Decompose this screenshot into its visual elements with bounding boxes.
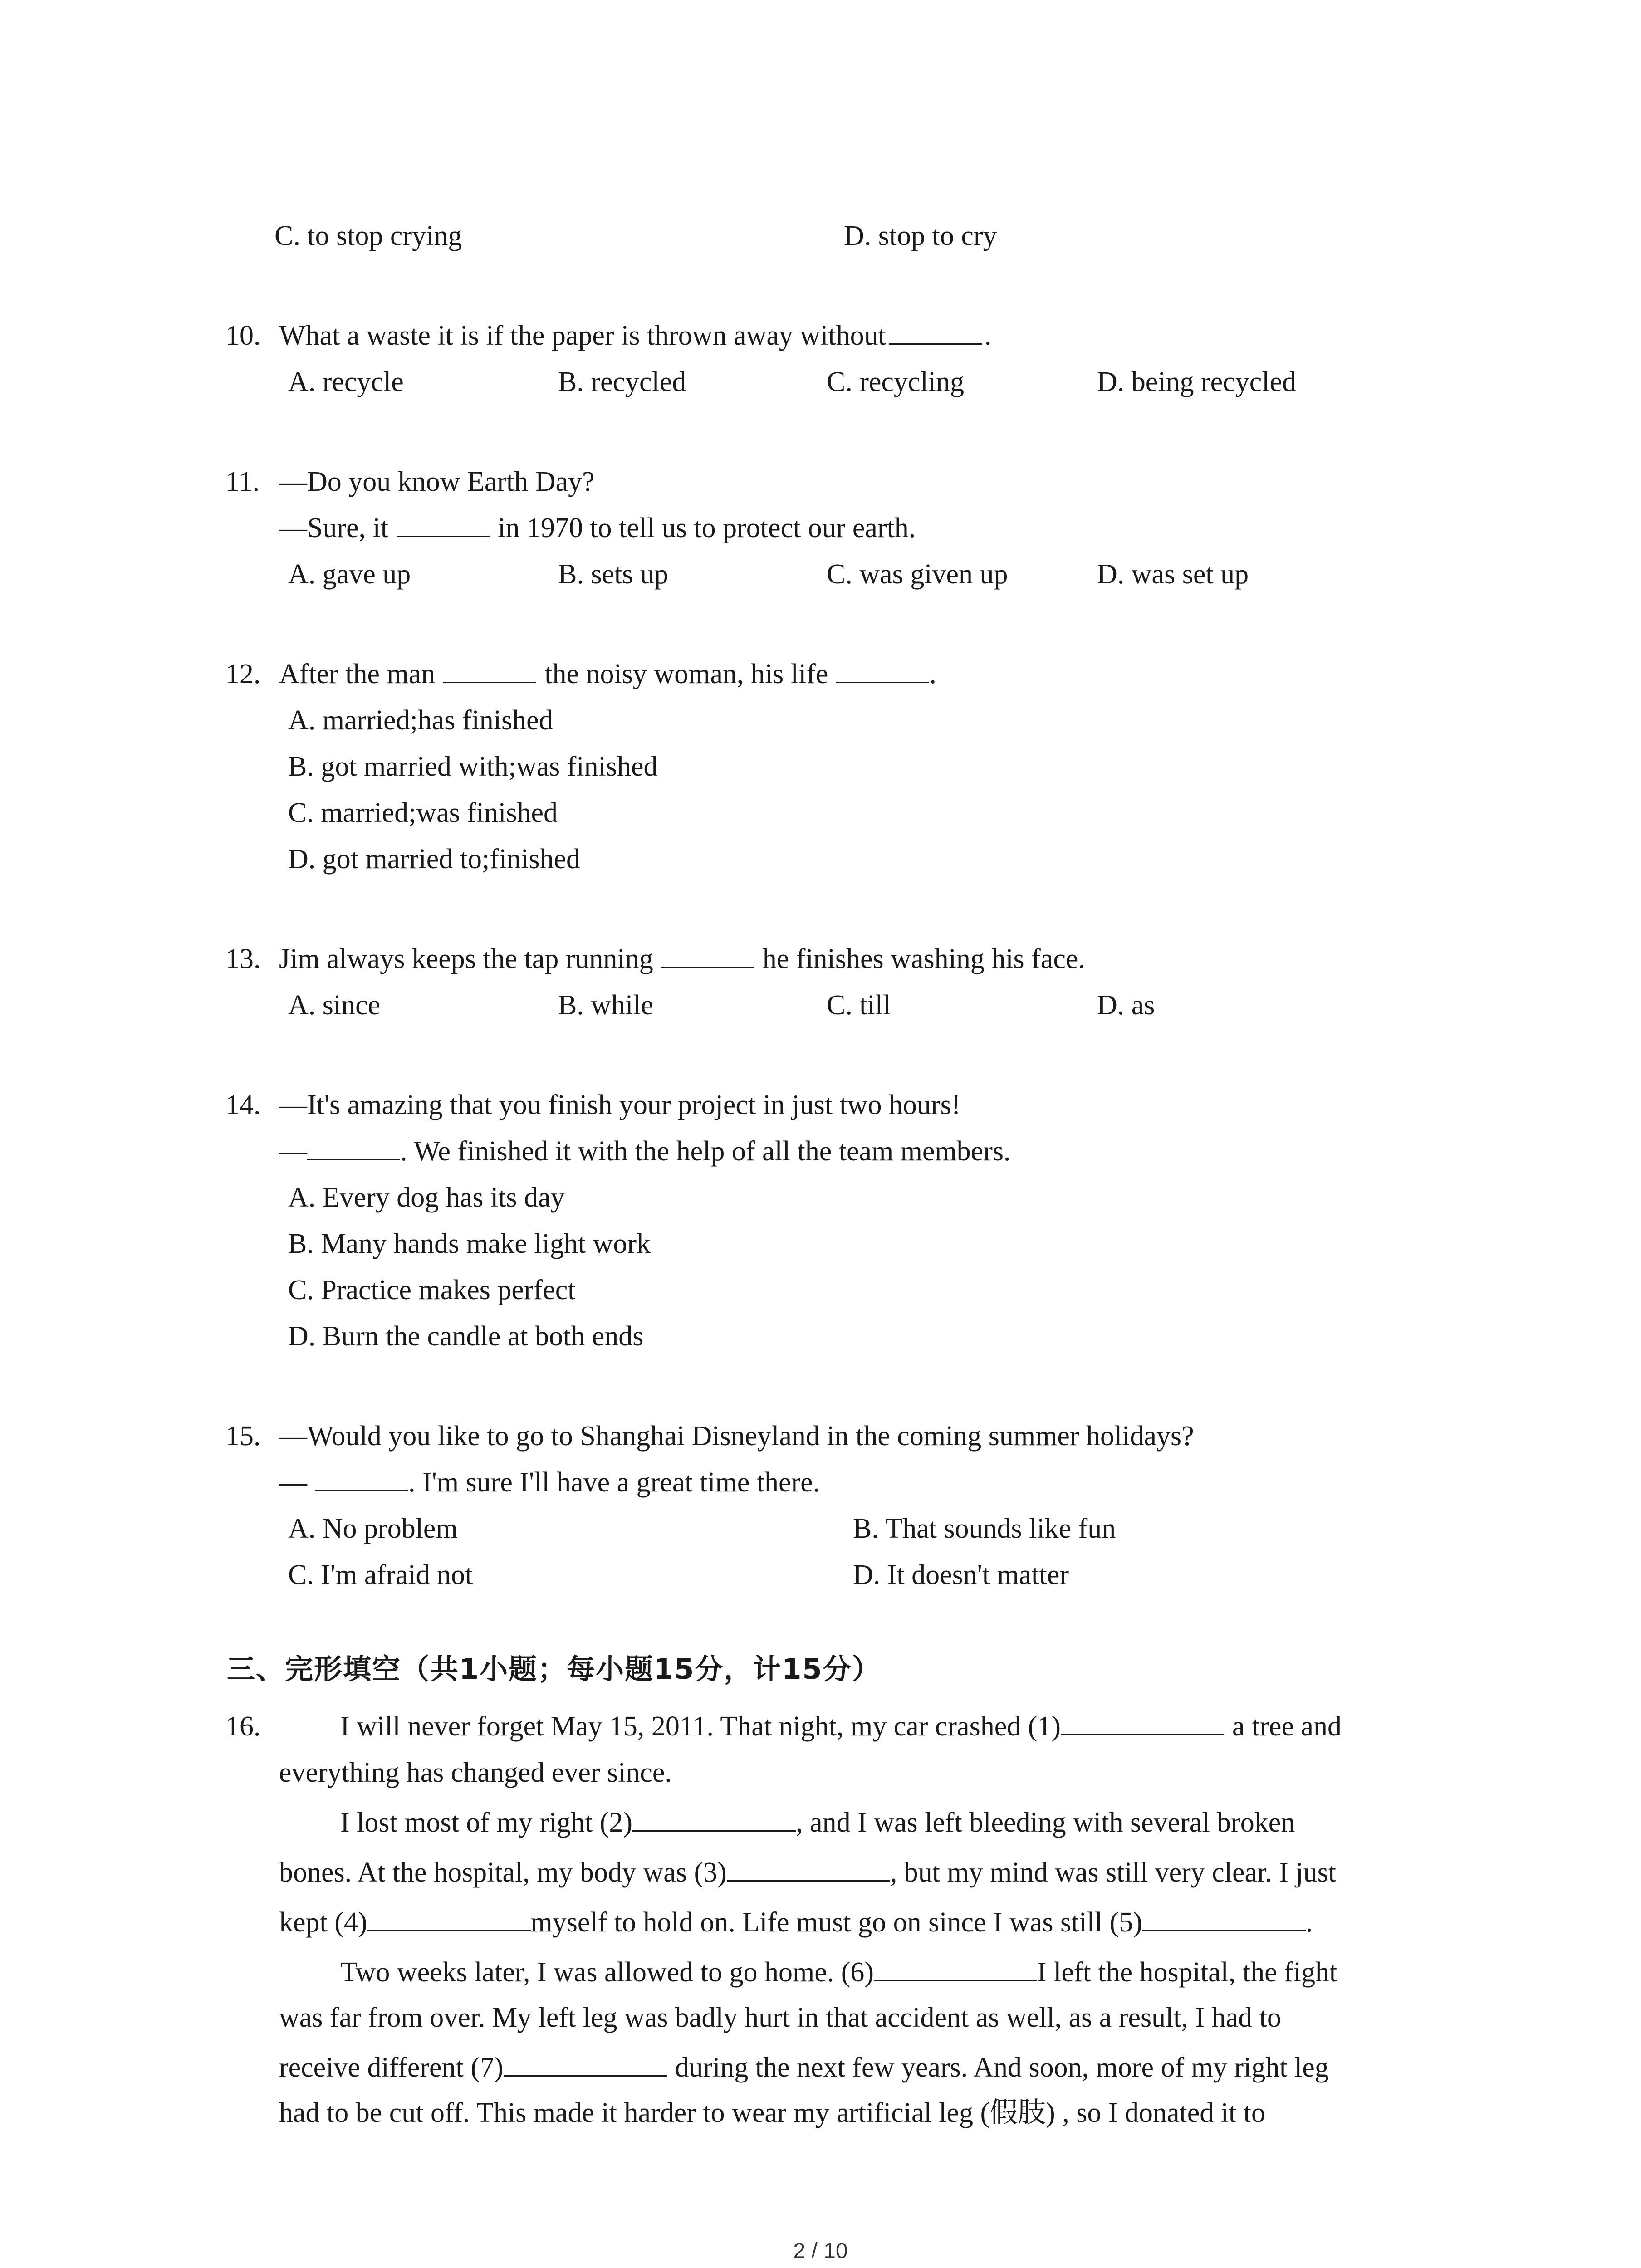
q16-p3-line4: had to be cut off. This made it harder to wear my artificial leg (假肢) , so I donated it to — [279, 2097, 1265, 2128]
answer-blank-7 — [504, 2052, 667, 2077]
q12-number: 12. — [225, 659, 261, 689]
q10-number: 10. — [225, 320, 261, 351]
q16-number: 16. — [225, 1711, 261, 1742]
q10-stem: What a waste it is if the paper is thrown away without . — [279, 320, 992, 351]
q13-option-a: A. since — [288, 990, 381, 1021]
q15-line1: —Would you like to go to Shanghai Disneyland in the coming summer holidays? — [279, 1421, 1194, 1452]
q10-option-d: D. being recycled — [1097, 367, 1296, 397]
q16-p2-line3: kept (4) myself to hold on. Life must go on since I was still (5) . — [279, 1907, 1313, 1938]
q15-option-c: C. I'm afraid not — [288, 1559, 473, 1590]
q10-option-b: B. recycled — [558, 367, 686, 397]
q14-option-b: B. Many hands make light work — [288, 1228, 651, 1259]
q12-option-b: B. got married with;was finished — [288, 751, 658, 782]
q13-option-b: B. while — [558, 990, 654, 1021]
q10-option-c: C. recycling — [827, 367, 965, 397]
answer-blank — [443, 658, 536, 683]
q16-p3-line2: was far from over. My left leg was badly hurt in that accident as well, as a result, I had to — [279, 2002, 1281, 2033]
q14-line2: — . We finished it with the help of all the team members. — [279, 1136, 1011, 1167]
answer-blank-1 — [1061, 1711, 1224, 1735]
answer-blank-5 — [1142, 1906, 1306, 1931]
q15-option-b: B. That sounds like fun — [853, 1513, 1116, 1544]
q11-line1: —Do you know Earth Day? — [279, 466, 595, 497]
page-number: 2 / 10 — [793, 2239, 848, 2263]
q9-option-d: D. stop to cry — [844, 220, 997, 251]
q16-p3-line1: Two weeks later, I was allowed to go home. (6) I left the hospital, the fight — [340, 1957, 1337, 1988]
answer-blank — [889, 320, 982, 345]
q12-option-d: D. got married to;finished — [288, 844, 580, 875]
answer-blank — [397, 512, 490, 537]
q11-option-b: B. sets up — [558, 559, 668, 590]
q12-stem: After the man the noisy woman, his life . — [279, 659, 936, 689]
answer-blank-3 — [727, 1857, 890, 1882]
q13-option-c: C. till — [827, 990, 891, 1021]
q13-stem: Jim always keeps the tap running he finishes washing his face. — [279, 943, 1085, 974]
q11-line2: —Sure, it in 1970 to tell us to protect our earth. — [279, 513, 916, 543]
answer-blank-4 — [367, 1906, 531, 1931]
q11-option-a: A. gave up — [288, 559, 411, 590]
answer-blank — [836, 658, 929, 683]
q16-p2-line1: I lost most of my right (2) , and I was left bleeding with several broken — [340, 1807, 1295, 1838]
q16-p1-line1: I will never forget May 15, 2011. That night, my car crashed (1) a tree and — [340, 1711, 1342, 1742]
answer-blank-2 — [632, 1807, 796, 1832]
q13-number: 13. — [225, 943, 261, 974]
q11-option-d: D. was set up — [1097, 559, 1249, 590]
section-heading: 三、完形填空（共1小题；每小题15分，计15分） — [227, 1652, 881, 1686]
q16-p3-line3: receive different (7) during the next few years. And soon, more of my right leg — [279, 2052, 1329, 2083]
q14-option-c: C. Practice makes perfect — [288, 1275, 576, 1305]
q12-option-a: A. married;has finished — [288, 705, 553, 736]
answer-blank — [315, 1466, 408, 1491]
q10-option-a: A. recycle — [288, 367, 404, 397]
q16-p2-line2: bones. At the hospital, my body was (3) , but my mind was still very clear. I just — [279, 1857, 1336, 1888]
q15-number: 15. — [225, 1421, 261, 1452]
q15-line2: — . I'm sure I'll have a great time there. — [279, 1467, 820, 1498]
q15-option-a: A. No problem — [288, 1513, 458, 1544]
q11-number: 11. — [225, 466, 260, 497]
q11-option-c: C. was given up — [827, 559, 1008, 590]
q16-p1-line2: everything has changed ever since. — [279, 1757, 672, 1788]
q14-line1: —It's amazing that you finish your project in just two hours! — [279, 1090, 961, 1120]
q13-option-d: D. as — [1097, 990, 1155, 1021]
q14-option-d: D. Burn the candle at both ends — [288, 1321, 644, 1352]
answer-blank-6 — [874, 1956, 1037, 1981]
q15-option-d: D. It doesn't matter — [853, 1559, 1069, 1590]
q9-option-c: C. to stop crying — [274, 220, 462, 251]
answer-blank — [661, 943, 754, 968]
q12-option-c: C. married;was finished — [288, 797, 558, 828]
answer-blank — [307, 1135, 400, 1160]
q14-option-a: A. Every dog has its day — [288, 1182, 565, 1213]
q14-number: 14. — [225, 1090, 261, 1120]
